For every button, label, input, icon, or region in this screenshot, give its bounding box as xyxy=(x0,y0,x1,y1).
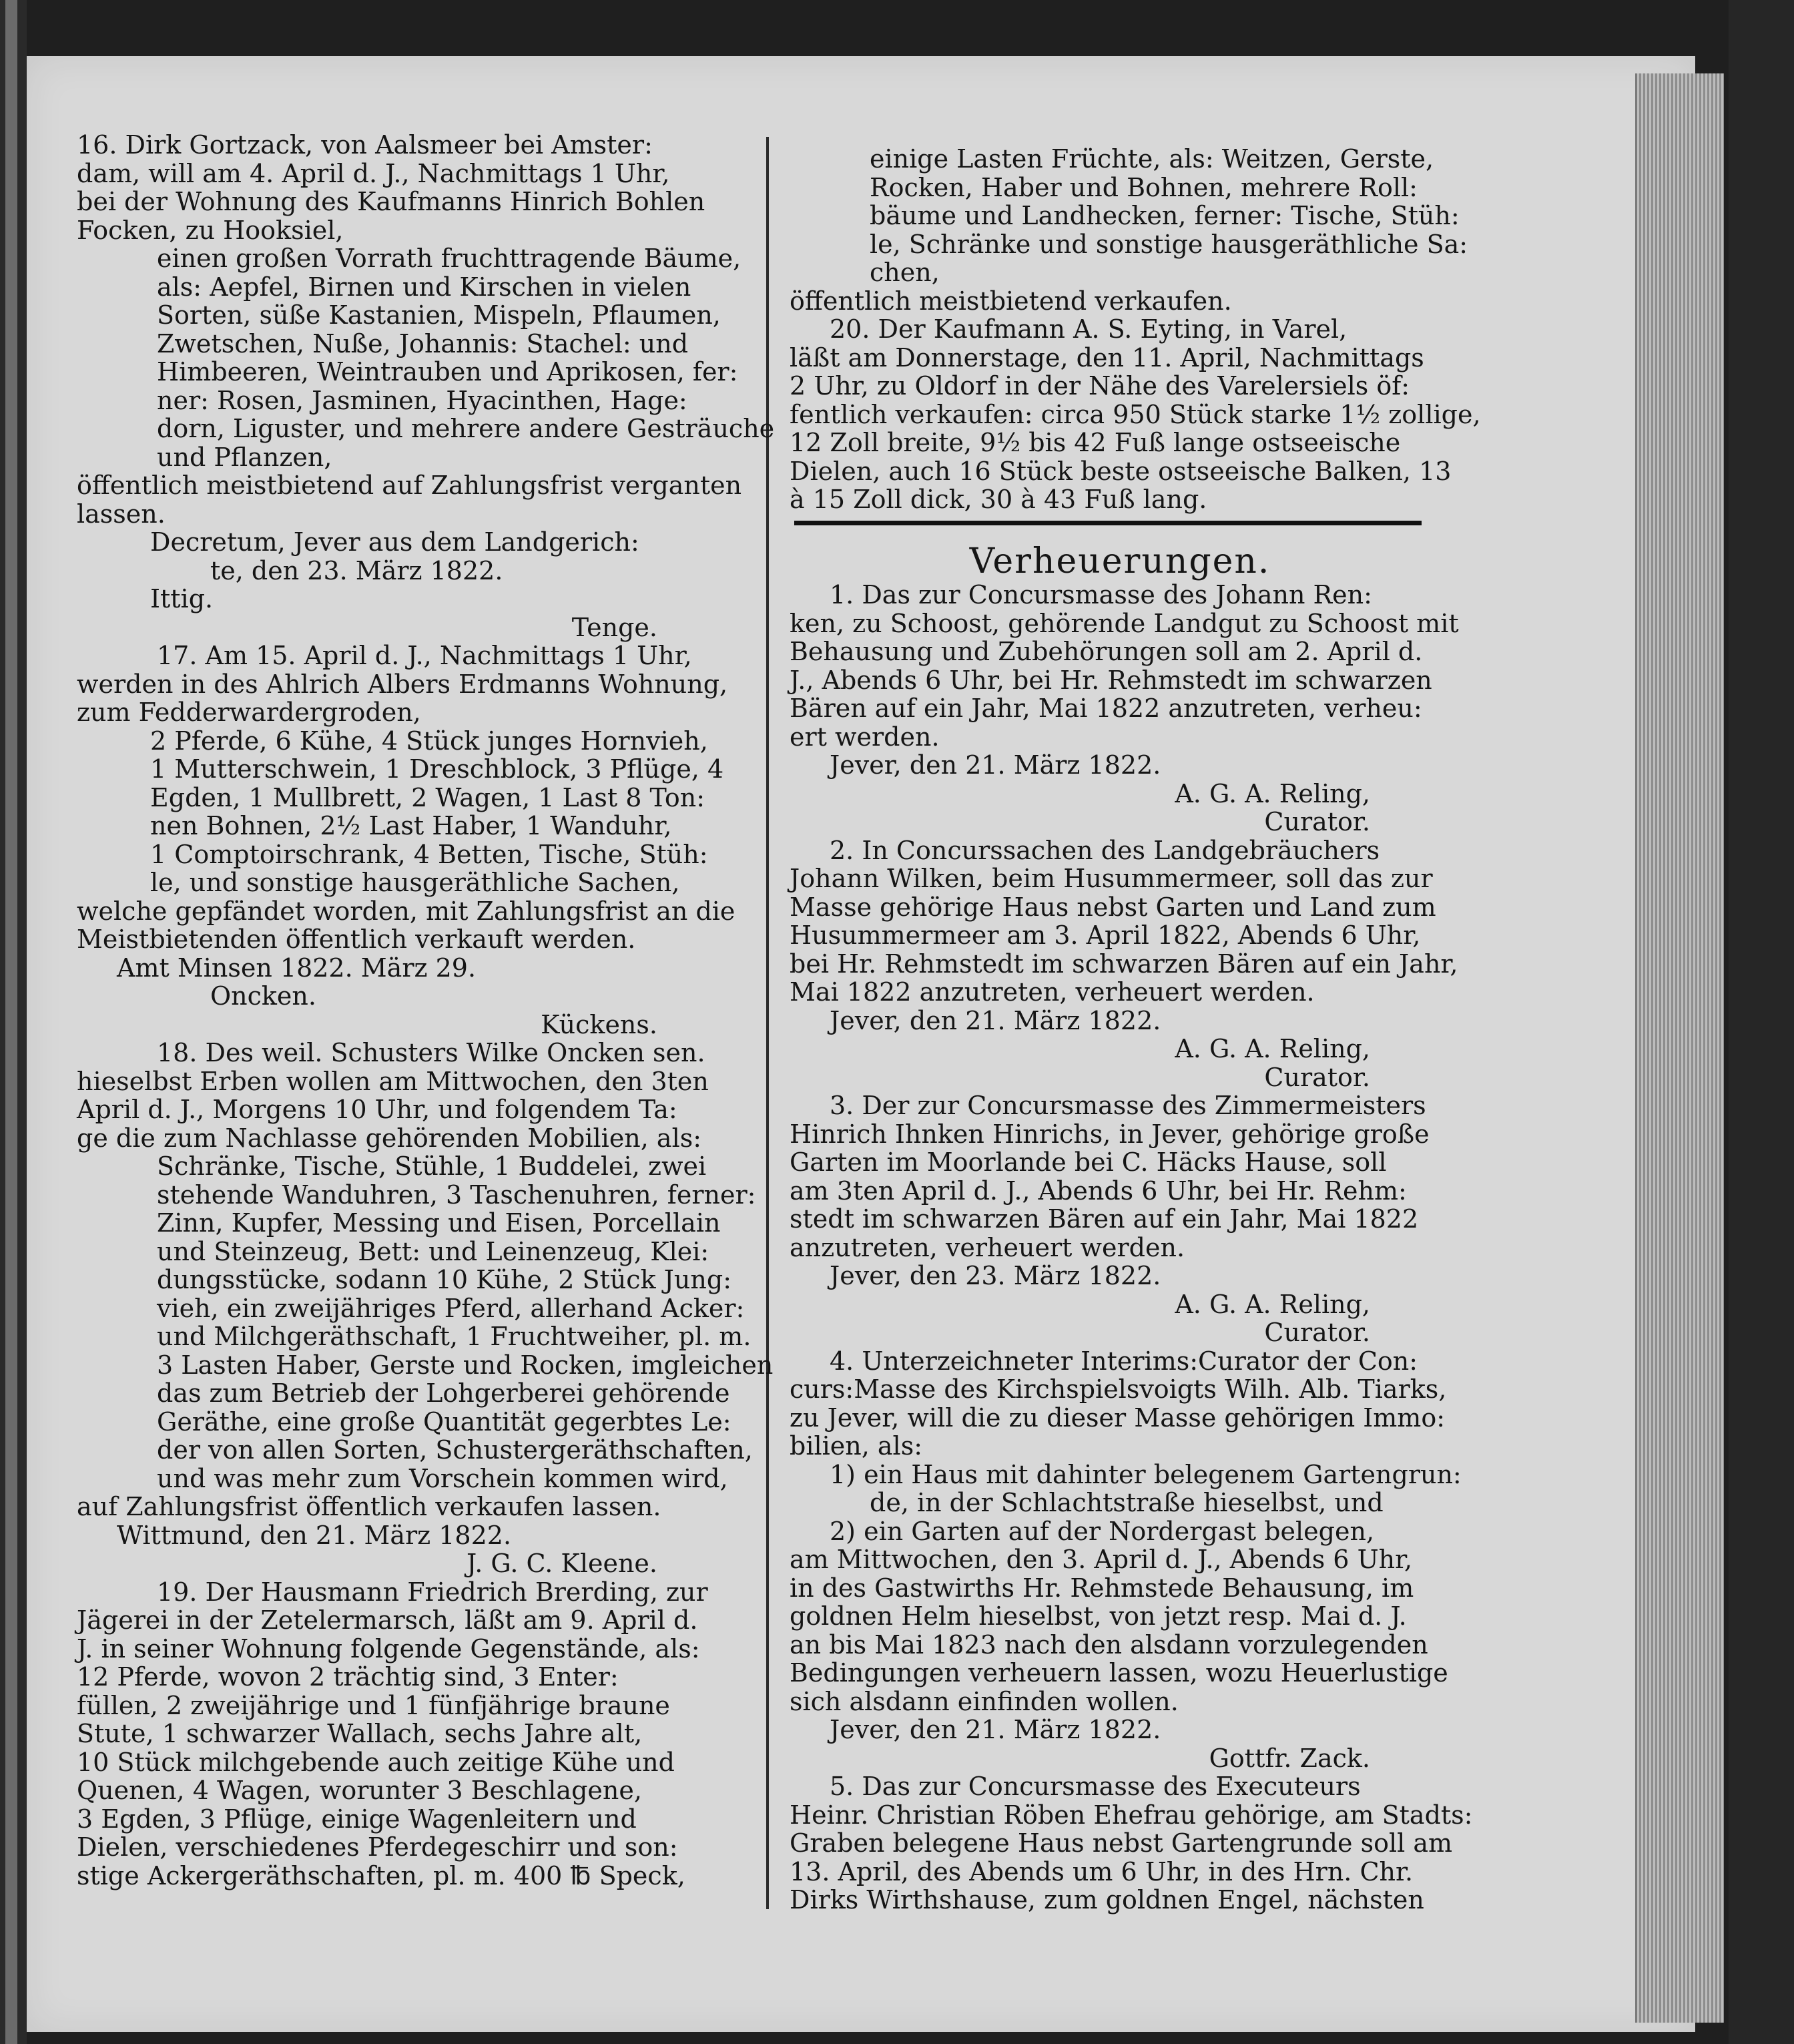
text-line: 3 Lasten Haber, Gerste und Rocken, imgleichen xyxy=(157,1350,774,1380)
text-line: Hinrich Ihnken Hinrichs, in Jever, gehörige große xyxy=(790,1119,1430,1149)
text-line: Graben belegene Haus nebst Gartengrunde soll am xyxy=(790,1828,1453,1858)
signature: Curator. xyxy=(1264,1318,1370,1347)
text-line: Bären auf ein Jahr, Mai 1822 anzutreten, verheu: xyxy=(790,694,1422,723)
text-line: als: Aepfel, Birnen und Kirschen in vielen xyxy=(157,272,691,302)
text-line: Jever, den 21. März 1822. xyxy=(830,1715,1161,1744)
text-line: Sorten, süße Kastanien, Mispeln, Pflaumen, xyxy=(157,300,721,330)
text-line: à 15 Zoll dick, 30 à 43 Fuß lang. xyxy=(790,485,1207,514)
page-stack-edge xyxy=(1635,73,1724,2023)
text-line: 16. Dirk Gortzack, von Aalsmeer bei Amster: xyxy=(77,130,653,160)
text-line: 3 Egden, 3 Pflüge, einige Wagenleitern und xyxy=(77,1804,637,1834)
text-line: Mai 1822 anzutreten, verheuert werden. xyxy=(790,977,1315,1007)
text-line: fentlich verkaufen: circa 950 Stück starke 1½ zollige, xyxy=(790,399,1481,429)
text-line: Wittmund, den 21. März 1822. xyxy=(117,1520,512,1550)
text-line: Schränke, Tische, Stühle, 1 Buddelei, zwei xyxy=(157,1152,707,1181)
text-line: J. in seiner Wohnung folgende Gegenstände, als: xyxy=(77,1633,700,1664)
text-line: an bis Mai 1823 nach den alsdann vorzulegenden xyxy=(790,1629,1428,1659)
text-line: ner: Rosen, Jasminen, Hyacinthen, Hage: xyxy=(157,385,687,415)
signature: Oncken. xyxy=(210,981,316,1011)
left-column xyxy=(77,130,775,1890)
signature: Kückens. xyxy=(541,1009,657,1039)
text-line: anzutreten, verheuert werden. xyxy=(790,1232,1185,1262)
text-line: 1) ein Haus mit dahinter belegenem Gartengrun: xyxy=(830,1459,1462,1489)
text-line: 10 Stück milchgebende auch zeitige Kühe und xyxy=(77,1747,675,1777)
text-line: Johann Wilken, beim Husummermeer, soll das zur xyxy=(790,864,1433,893)
text-line: Jever, den 21. März 1822. xyxy=(830,1005,1161,1035)
text-line: Quenen, 4 Wagen, worunter 3 Beschlagene, xyxy=(77,1776,642,1805)
text-line: bäume und Landhecken, ferner: Tische, Stüh: xyxy=(870,201,1460,230)
text-line: 12 Pferde, wovon 2 trächtig sind, 3 Enter: xyxy=(77,1662,619,1692)
text-line: und Milchgeräthschaft, 1 Fruchtweiher, pl. m. xyxy=(157,1322,752,1351)
text-line: Dirks Wirthshause, zum goldnen Engel, nächsten xyxy=(790,1885,1424,1914)
text-line: am 3ten April d. J., Abends 6 Uhr, bei Hr. Rehm: xyxy=(790,1176,1407,1206)
signature: A. G. A. Reling, xyxy=(1175,1289,1370,1319)
text-line: chen, xyxy=(870,258,940,287)
text-line: 3. Der zur Concursmasse des Zimmermeisters xyxy=(830,1091,1426,1120)
text-line: ken, zu Schoost, gehörende Landgut zu Schoost mit xyxy=(790,608,1459,638)
text-line: Dielen, verschiedenes Pferdegeschirr und son: xyxy=(77,1832,678,1862)
text-line: der von allen Sorten, Schustergeräthschaften, xyxy=(157,1435,753,1465)
text-line: de, in der Schlachtstraße hieselbst, und xyxy=(870,1488,1384,1517)
signature: A. G. A. Reling, xyxy=(1175,778,1370,808)
text-line: le, und sonstige hausgeräthliche Sachen, xyxy=(150,868,680,897)
text-line: ge die zum Nachlasse gehörenden Mobilien, als: xyxy=(77,1123,702,1153)
signature: A. G. A. Reling, xyxy=(1175,1034,1370,1063)
text-line: zum Fedderwardergroden, xyxy=(77,698,421,727)
signature: Tenge. xyxy=(571,612,657,642)
text-line: stige Ackergeräthschaften, pl. m. 400 ℔ Speck, xyxy=(77,1860,685,1890)
text-line: bei Hr. Rehmstedt im schwarzen Bären auf ein Jahr, xyxy=(790,949,1458,979)
text-line: 4. Unterzeichneter Interims:Curator der Con: xyxy=(830,1346,1418,1376)
text-line: curs:Masse des Kirchspielsvoigts Wilh. Alb. Tiarks, xyxy=(790,1374,1447,1404)
text-line: stedt im schwarzen Bären auf ein Jahr, Mai 1822 xyxy=(790,1204,1419,1234)
text-line: Stute, 1 schwarzer Wallach, sechs Jahre alt, xyxy=(77,1719,643,1748)
text-line: Garten im Moorlande bei C. Häcks Hause, soll xyxy=(790,1147,1387,1177)
text-line: einen großen Vorrath fruchttragende Bäume, xyxy=(157,244,741,273)
signature: Gottfr. Zack. xyxy=(1209,1743,1370,1773)
background-right xyxy=(1729,0,1794,2044)
text-line: öffentlich meistbietend verkaufen. xyxy=(790,286,1232,316)
text-line: nen Bohnen, 2½ Last Haber, 1 Wanduhr, xyxy=(150,811,672,840)
text-line: te, den 23. März 1822. xyxy=(210,555,503,585)
signature: Curator. xyxy=(1264,807,1370,836)
book-spine-edge xyxy=(0,0,27,2044)
text-line: 5. Das zur Concursmasse des Executeurs xyxy=(830,1772,1361,1801)
text-line: goldnen Helm hieselbst, von jetzt resp. Mai d. J. xyxy=(790,1601,1407,1631)
text-line: 2 Uhr, zu Oldorf in der Nähe des Varelersiels öf: xyxy=(790,371,1410,401)
text-line: 19. Der Hausmann Friedrich Brerding, zur xyxy=(157,1577,708,1607)
text-line: J., Abends 6 Uhr, bei Hr. Rehmstedt im schwarzen xyxy=(790,665,1432,695)
text-line: zu Jever, will die zu dieser Masse gehörigen Immo: xyxy=(790,1402,1446,1433)
signature: Curator. xyxy=(1264,1062,1370,1092)
signature: J. G. C. Kleene. xyxy=(466,1549,657,1578)
text-line: Zwetschen, Nuße, Johannis: Stachel: und xyxy=(157,328,689,358)
text-line: 20. Der Kaufmann A. S. Eyting, in Varel, xyxy=(830,314,1348,344)
text-line: und Pflanzen, xyxy=(157,442,332,472)
text-line: und was mehr zum Vorschein kommen wird, xyxy=(157,1463,728,1493)
text-line: auf Zahlungsfrist öffentlich verkaufen lassen. xyxy=(77,1492,661,1521)
right-column xyxy=(790,144,1481,1914)
text-line: Focken, zu Hooksiel, xyxy=(77,215,344,245)
text-line: 12 Zoll breite, 9½ bis 42 Fuß lange ostseeische xyxy=(790,428,1401,457)
text-line: läßt am Donnerstage, den 11. April, Nachmittags xyxy=(790,342,1424,372)
text-line: Jever, den 23. März 1822. xyxy=(830,1261,1161,1290)
text-line: hieselbst Erben wollen am Mittwochen, den 3ten xyxy=(77,1066,709,1096)
text-line: 1 Mutterschwein, 1 Dreschblock, 3 Pflüge, 4 xyxy=(150,754,724,784)
text-line: vieh, ein zweijähriges Pferd, allerhand Acker: xyxy=(157,1293,745,1323)
signature: Ittig. xyxy=(150,584,214,613)
text-line: 1. Das zur Concursmasse des Johann Ren: xyxy=(830,580,1372,609)
text-line: öffentlich meistbietend auf Zahlungsfrist verganten xyxy=(77,471,742,500)
text-line: in des Gastwirths Hr. Rehmstede Behausung, im xyxy=(790,1573,1414,1603)
text-line: Behausung und Zubehörungen soll am 2. April d. xyxy=(790,637,1423,666)
text-line: Jever, den 21. März 1822. xyxy=(830,750,1161,780)
text-line: Masse gehörige Haus nebst Garten und Land zum xyxy=(790,892,1436,922)
text-line: Himbeeren, Weintrauben und Aprikosen, fer: xyxy=(157,357,738,387)
text-line: lassen. xyxy=(77,499,166,529)
text-line: und Steinzeug, Bett: und Leinenzeug, Klei: xyxy=(157,1236,709,1266)
text-line: dorn, Liguster, und mehrere andere Gesträuche xyxy=(157,414,775,443)
text-line: dungsstücke, sodann 10 Kühe, 2 Stück Jung: xyxy=(157,1265,731,1294)
text-line: bilien, als: xyxy=(790,1431,923,1461)
text-line: Egden, 1 Mullbrett, 2 Wagen, 1 Last 8 Ton: xyxy=(150,782,705,812)
text-line: Husummermeer am 3. April 1822, Abends 6 Uhr, xyxy=(790,921,1421,950)
text-line: sich alsdann einfinden wollen. xyxy=(790,1686,1179,1716)
text-line: dam, will am 4. April d. J., Nachmittags 1 Uhr, xyxy=(77,158,670,188)
text-line: le, Schränke und sonstige hausgeräthliche Sa: xyxy=(870,229,1468,259)
text-line: Geräthe, eine große Quantität gegerbtes Le: xyxy=(157,1407,731,1437)
text-line: Dielen, auch 16 Stück beste ostseeische Balken, 13 xyxy=(790,456,1452,486)
text-line: Bedingungen verheuern lassen, wozu Heuerlustige xyxy=(790,1658,1448,1688)
text-line: stehende Wanduhren, 3 Taschenuhren, ferner: xyxy=(157,1180,756,1210)
text-line: Zinn, Kupfer, Messing und Eisen, Porcellain xyxy=(157,1208,721,1238)
text-line: 17. Am 15. April d. J., Nachmittags 1 Uhr, xyxy=(157,641,692,670)
text-line: 1 Comptoirschrank, 4 Betten, Tische, Stüh: xyxy=(150,839,708,869)
text-line: bei der Wohnung des Kaufmanns Hinrich Bohlen xyxy=(77,187,705,216)
text-line: 18. Des weil. Schusters Wilke Oncken sen. xyxy=(157,1038,705,1067)
text-line: 2 Pferde, 6 Kühe, 4 Stück junges Hornvieh, xyxy=(150,726,708,756)
text-line: 2) ein Garten auf der Nordergast belegen, xyxy=(830,1516,1375,1546)
section-heading: Verheuerungen. xyxy=(969,541,1271,581)
text-line: Jägerei in der Zetelermarsch, läßt am 9. April d. xyxy=(77,1605,698,1635)
text-line: das zum Betrieb der Lohgerberei gehörende xyxy=(157,1378,730,1408)
text-line: Decretum, Jever aus dem Landgerich: xyxy=(150,527,639,557)
text-line: einige Lasten Früchte, als: Weitzen, Gerste, xyxy=(870,144,1434,174)
column-divider xyxy=(766,137,769,1909)
text-line: am Mittwochen, den 3. April d. J., Abends 6 Uhr, xyxy=(790,1545,1413,1574)
text-line: welche gepfändet worden, mit Zahlungsfrist an die xyxy=(77,896,735,926)
text-line: 2. In Concurssachen des Landgebräuchers xyxy=(830,835,1380,865)
text-line: April d. J., Morgens 10 Uhr, und folgendem Ta: xyxy=(77,1095,677,1124)
text-line: Rocken, Haber und Bohnen, mehrere Roll: xyxy=(870,172,1418,202)
text-line: Meistbietenden öffentlich verkauft werden. xyxy=(77,925,636,954)
text-line: füllen, 2 zweijährige und 1 fünfjährige braune xyxy=(77,1690,670,1720)
text-line: ert werden. xyxy=(790,722,940,752)
text-line: Amt Minsen 1822. März 29. xyxy=(117,953,477,983)
text-line: 13. April, des Abends um 6 Uhr, in des Hrn. Chr. xyxy=(790,1856,1414,1886)
text-line: werden in des Ahlrich Albers Erdmanns Wohnung, xyxy=(77,669,728,699)
text-line: Heinr. Christian Röben Ehefrau gehörige, am Stadts: xyxy=(790,1800,1473,1830)
